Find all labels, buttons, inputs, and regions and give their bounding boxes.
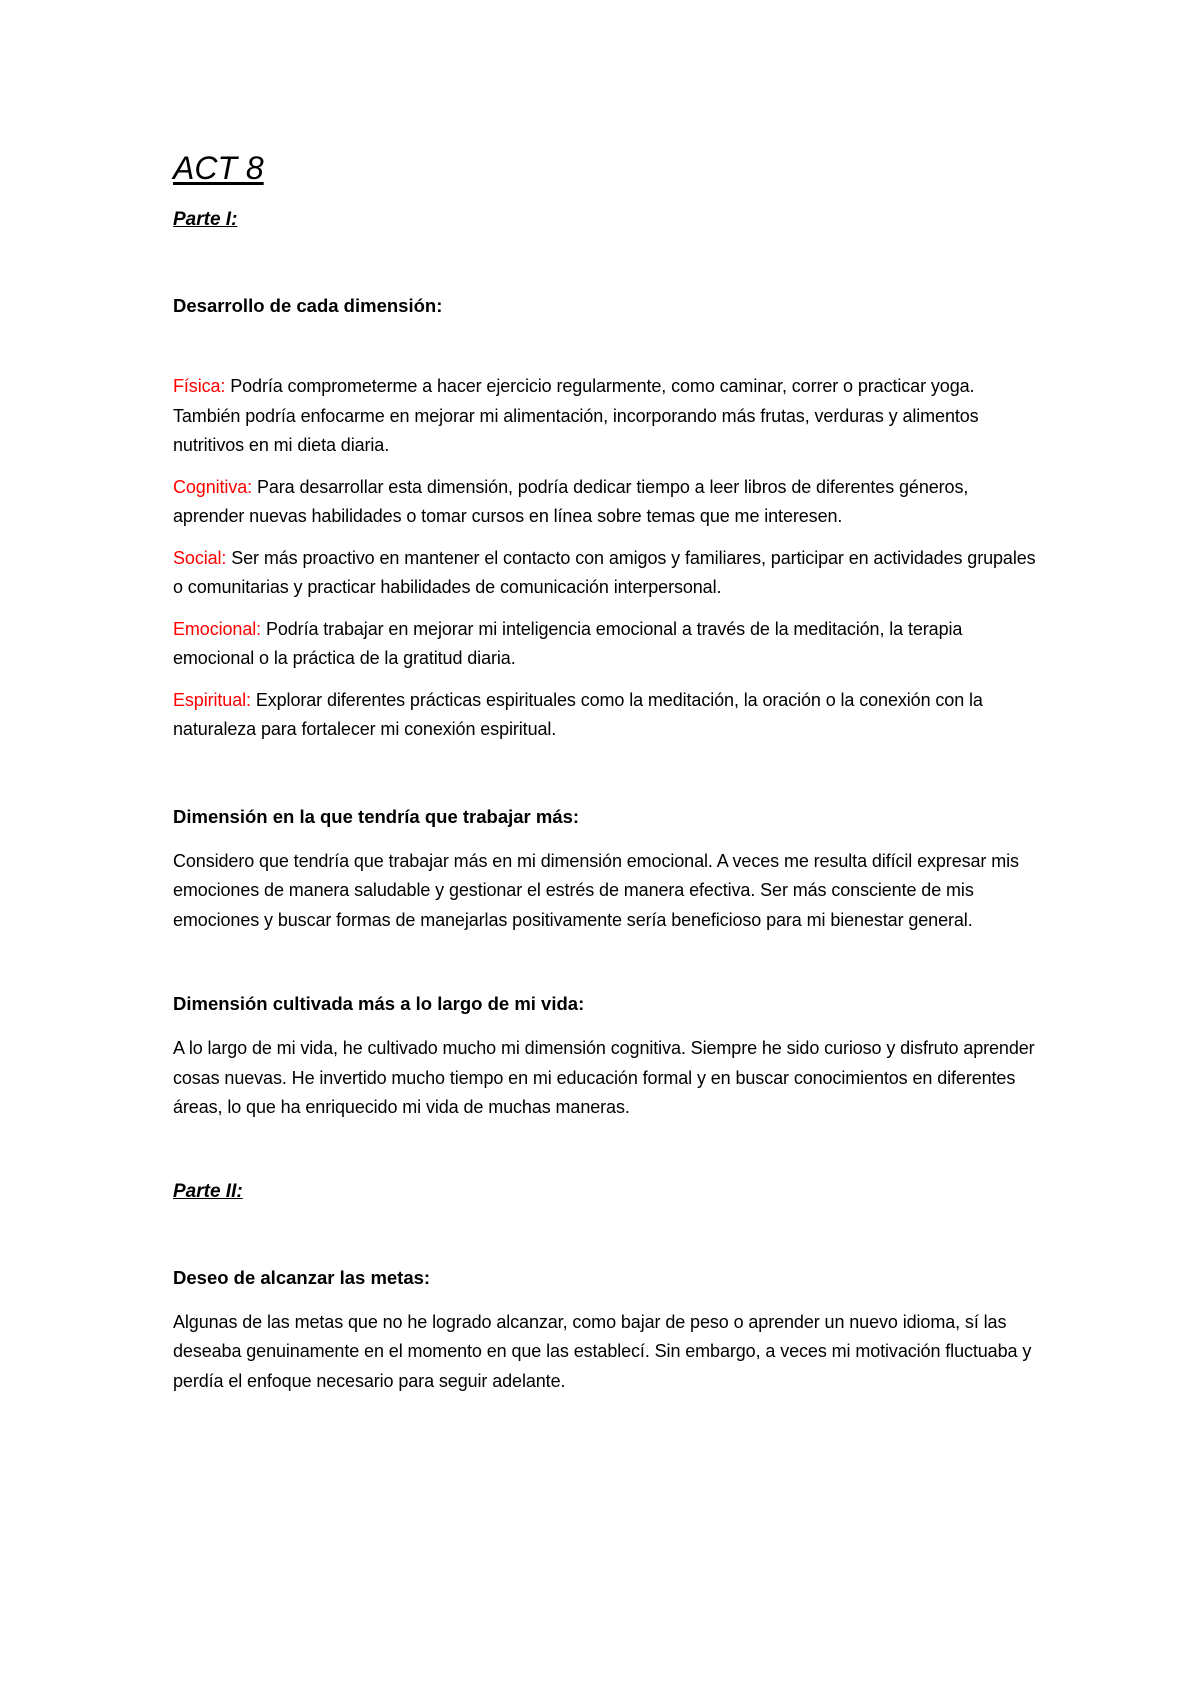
label-social: Social: (173, 547, 227, 568)
text-emocional: Podría trabajar en mejorar mi inteligencia emocional a través de la meditación, la terapia emocional o la práctica de la gratitud diaria. (173, 618, 963, 668)
label-fisica: Física: (173, 376, 226, 396)
text-espiritual: Explorar diferentes prácticas espirituales como la meditación, la oración o la conexión con la naturaleza para fortalecer mi conexión espiritual. (173, 689, 983, 739)
text-fisica: Podría comprometerme a hacer ejercicio regularmente, como caminar, correr o practicar yoga. También podría enfocarme en mejorar mi alimentación, incorporando más frutas, verduras y alimentos nutritivos en mi dieta diaria. (173, 376, 979, 455)
paragraph-work-more: Considero que tendría que trabajar más en mi dimensión emocional. A veces me resulta difícil expresar mis emociones de manera saludable y gestionar el estrés de manera efectiva. Ser más consciente de mis emociones y buscar formas de manejarlas positivamente sería beneficioso para mi bienestar general. (173, 850, 1019, 930)
paragraph-social (173, 544, 1043, 603)
text-social: Ser más proactivo en mantener el contacto con amigos y familiares, participar en actividades grupales o comunitarias y practicar habilidades de comunicación interpersonal. (173, 547, 1036, 597)
paragraph-espiritual (173, 686, 1043, 745)
paragraph-fisica (173, 372, 1043, 461)
label-espiritual: Espiritual: (173, 689, 251, 710)
label-emocional: Emocional: (173, 618, 262, 639)
document-title: ACT 8 (173, 150, 264, 186)
heading-goals: Deseo de alcanzar las metas: (173, 1266, 431, 1288)
paragraph-emocional (173, 615, 1043, 674)
paragraph-cultivated: A lo largo de mi vida, he cultivado mucho mi dimensión cognitiva. Siempre he sido curioso y disfruto aprender cosas nuevas. He invertido mucho tiempo en mi educación formal y en buscar conocimientos en diferentes áreas, lo que ha enriquecido mi vida de muchas maneras. (173, 1038, 1035, 1117)
heading-dimensions: Desarrollo de cada dimensión: (173, 295, 443, 316)
document-content (173, 148, 1043, 1396)
label-cognitiva: Cognitiva: (173, 476, 253, 497)
part-1-label: Parte I: (173, 209, 238, 230)
paragraph-goals: Algunas de las metas que no he logrado alcanzar, como bajar de peso o aprender un nuevo idioma, sí las deseaba genuinamente en el momento en que las establecí. Sin embargo, a veces mi motivación fluctuaba y perdía el enfoque necesario para seguir adelante. (173, 1311, 1032, 1391)
heading-work-more: Dimensión en la que tendría que trabajar más: (173, 805, 580, 827)
heading-cultivated: Dimensión cultivada más a lo largo de mi vida: (173, 993, 585, 1014)
part-2-label: Parte II: (173, 1180, 243, 1202)
text-cognitiva: Para desarrollar esta dimensión, podría dedicar tiempo a leer libros de diferentes géneros, aprender nuevas habilidades o tomar cursos en línea sobre temas que me interesen. (173, 476, 969, 526)
paragraph-cognitiva (173, 473, 1043, 532)
